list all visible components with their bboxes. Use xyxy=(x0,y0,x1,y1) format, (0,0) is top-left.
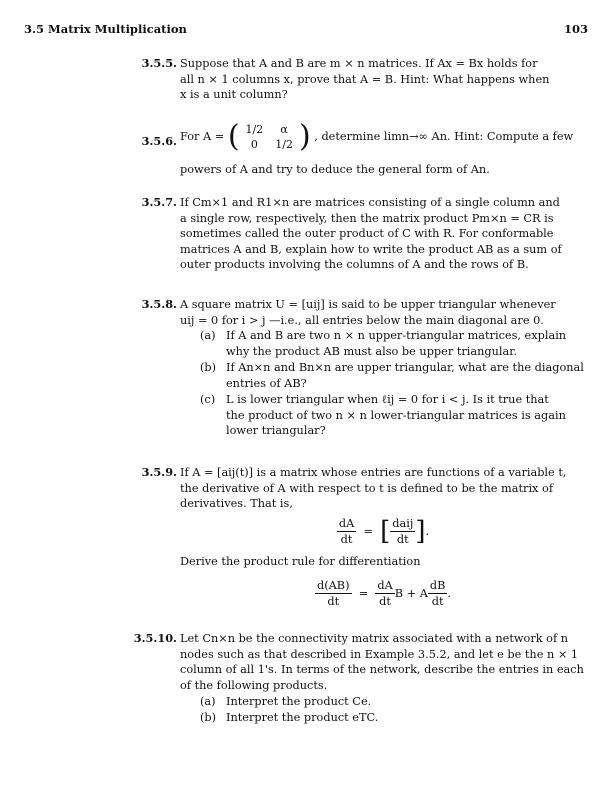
part-text xyxy=(226,392,586,439)
denominator: dt xyxy=(327,595,340,609)
part-label: (a) xyxy=(200,329,216,342)
part-label: (b) xyxy=(200,711,217,724)
text-line: entries of AB? xyxy=(226,376,307,390)
fraction xyxy=(337,516,356,548)
text-line: of the following products. xyxy=(180,678,328,692)
part-label: (a) xyxy=(200,695,216,708)
denominator: dt xyxy=(379,595,391,609)
exercise-text xyxy=(180,631,586,731)
text-line: lower triangular? xyxy=(226,424,326,438)
text-line: all n × 1 columns x, prove that A = B. Hint: What happens when xyxy=(180,72,550,86)
for-label: For A = xyxy=(180,130,225,143)
exercise-text xyxy=(180,195,586,273)
exercise-text xyxy=(180,56,586,103)
text-line: uij = 0 for i > j —i.e., all entries below the main diagonal are 0. xyxy=(180,313,544,327)
numerator: dB xyxy=(428,578,448,595)
denominator: dt xyxy=(396,533,409,547)
exercise-number: 3.5.7. xyxy=(141,195,177,209)
fraction xyxy=(390,516,415,548)
part-label: (c) xyxy=(200,393,216,406)
text-line: why the product AB must also be upper triangular. xyxy=(226,344,518,358)
fraction xyxy=(375,578,394,610)
numerator: d(AB) xyxy=(315,578,352,595)
text-line: Let Cn×n be the connectivity matrix associated with a network of n xyxy=(180,632,569,645)
matrix xyxy=(240,122,299,152)
derivative-definition-equation xyxy=(180,516,586,548)
text-fragment: , determine limn→∞ An. Hint: Compute a few xyxy=(314,130,574,143)
numerator: daij xyxy=(390,516,415,533)
part-label: (b) xyxy=(200,361,217,374)
running-header xyxy=(24,22,588,36)
period: . xyxy=(425,524,430,538)
numerator: dA xyxy=(337,516,356,533)
right-bracket: ] xyxy=(415,516,426,547)
product-rule-equation xyxy=(180,578,586,610)
exercise-number: 3.5.5. xyxy=(141,56,177,70)
text-line: A square matrix U = [uij] is said to be upper triangular whenever xyxy=(180,298,556,311)
text-line: If Cm×1 and R1×n are matrices consisting of a single column and xyxy=(180,196,560,209)
text-line: derivatives. That is, xyxy=(180,497,293,511)
numerator: dA xyxy=(375,578,394,595)
left-paren: ( xyxy=(227,119,240,154)
matrix-entry: α xyxy=(280,123,288,136)
text-line: powers of A and try to deduce the general form of An. xyxy=(180,163,490,176)
left-bracket: [ xyxy=(380,516,391,547)
text-line: outer products involving the columns of A and the rows of B. xyxy=(180,258,529,272)
part-text: Interpret the product Ce. xyxy=(226,695,372,708)
exercise-number: 3.5.6. xyxy=(141,134,177,148)
text-line: If A and B are two n × n upper-triangular matrices, explain xyxy=(226,329,567,342)
period: . xyxy=(447,586,451,600)
text-line: L is lower triangular when ℓij = 0 for i < j. Is it true that xyxy=(226,393,549,406)
matrix-entry: 1/2 xyxy=(275,138,293,151)
part-text xyxy=(226,360,586,391)
equals-sign: = xyxy=(355,586,372,600)
equals-sign: = xyxy=(359,524,377,538)
denominator: dt xyxy=(431,595,444,609)
text-line xyxy=(180,119,586,162)
text-line: Derive the product rule for differentiation xyxy=(180,554,421,568)
text-line: Suppose that A and B are m × n matrices. If Ax = Bx holds for xyxy=(180,57,538,70)
fraction xyxy=(315,578,352,610)
matrix-entry: 0 xyxy=(250,138,258,151)
exercise-text xyxy=(180,465,586,610)
exercise-number: 3.5.10. xyxy=(133,631,177,645)
exercise-text xyxy=(180,119,586,178)
denominator: dt xyxy=(340,533,353,547)
page-number: 103 xyxy=(563,22,588,36)
exercise-number: 3.5.8. xyxy=(141,297,177,311)
text-line: matrices A and B, explain how to write the product AB as a sum of xyxy=(180,242,562,256)
text-line: If An×n and Bn×n are upper triangular, what are the diagonal xyxy=(226,361,584,374)
text-line: column of all 1's. In terms of the network, describe the entries in each xyxy=(180,663,584,677)
matrix-entry: 1/2 xyxy=(245,123,264,136)
section-title: 3.5 Matrix Multiplication xyxy=(24,22,187,36)
text-line: x is a unit column? xyxy=(180,88,288,102)
right-paren: ) xyxy=(298,119,311,154)
text-line: the derivative of A with respect to t is defined to be the matrix of xyxy=(180,481,553,495)
text-line: a single row, respectively, then the matrix product Pm×n = CR is xyxy=(180,211,554,225)
part-text: Interpret the product eTC. xyxy=(226,711,379,724)
text-line: sometimes called the outer product of C with R. For conformable xyxy=(180,227,554,241)
part-text xyxy=(226,328,586,359)
equation-middle-term: B + A xyxy=(394,586,428,600)
fraction xyxy=(428,578,448,610)
exercise-number: 3.5.9. xyxy=(141,465,177,479)
text-line: If A = [aij(t)] is a matrix whose entries are functions of a variable t, xyxy=(180,466,567,479)
text-line: the product of two n × n lower-triangular matrices is again xyxy=(226,408,566,422)
exercise-text xyxy=(180,297,586,447)
text-line: nodes such as that described in Example 3.5.2, and let e be the n × 1 xyxy=(180,647,579,661)
